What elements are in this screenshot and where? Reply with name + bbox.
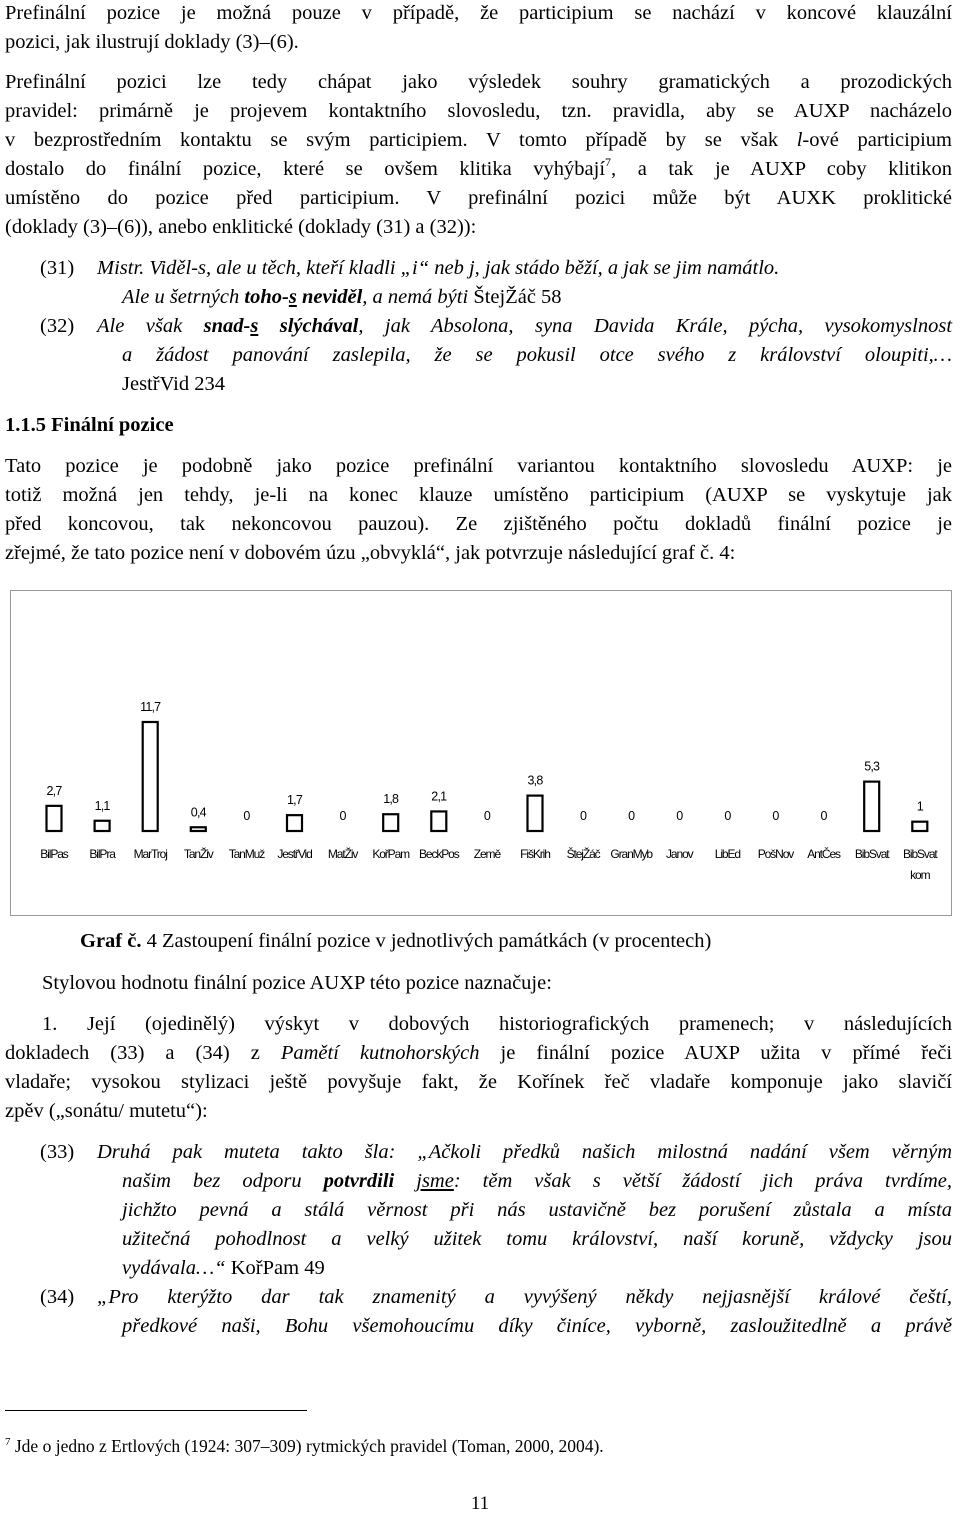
data-label: 0: [580, 809, 587, 823]
bar-JestřVid: [287, 815, 302, 831]
para1-line-3: v bezprostředním kontaktu se svým participiem. V tomto případě by se však l-ové participium: [5, 129, 952, 151]
caption-number: 4: [146, 930, 157, 952]
intro-line-1: Prefinální pozice je možná pouze v případě, že participium se nachází v koncové klauzální: [5, 2, 952, 24]
category-label: kom: [910, 868, 930, 882]
data-label: 1,7: [287, 793, 302, 808]
category-label: JestřVid: [277, 847, 312, 861]
data-label: 0: [628, 809, 635, 823]
example-number: (33): [40, 1141, 75, 1163]
para1-line-2: pravidel: primárně je projevem kontaktního slovosledu, tzn. pravidla, aby se AUXP nacházelo: [5, 100, 952, 122]
bar-BibSvat-kom: [912, 822, 927, 831]
bar-MarTroj: [143, 722, 158, 831]
example-number: (32): [40, 315, 75, 337]
para3: Stylovou hodnotu finální pozice AUXP této pozice naznačuje:: [42, 972, 552, 994]
source-ref: JestřVid 234: [122, 373, 225, 395]
category-label: GranMyb: [610, 847, 653, 861]
section-heading: 1.1.5 Finální pozice: [5, 414, 174, 436]
data-label: 0: [724, 809, 731, 823]
source-ref: KořPam 49: [230, 1257, 325, 1279]
para2-line-3: před koncovou, tak nekoncovou pauzou). Ze zjištěného počtu dokladů finální pozice je: [5, 513, 952, 535]
data-label: 0: [820, 809, 827, 823]
footnote-ref[interactable]: 7: [605, 155, 612, 169]
para1-line-5: umístěno do pozice před participium. V prefinální pozici může být AUXK proklitické: [5, 187, 952, 209]
chart-frame: [10, 590, 952, 916]
bar-BeckPos: [431, 811, 446, 831]
data-label: 0: [243, 809, 250, 823]
footnote-number: 7: [5, 1436, 11, 1448]
example-31-line-1: Mistr. Viděl-s, ale u těch, kteří kladli „i“ neb j, jak stádo běží, a jak se jim namátlo.: [97, 257, 780, 279]
data-label: 0,4: [190, 805, 206, 820]
example-number: (31): [40, 257, 75, 279]
category-label: AntČes: [807, 847, 840, 861]
category-label: TanMuž: [228, 847, 265, 861]
para2-line-1: Tato pozice je podobně jako pozice prefinální variantou kontaktního slovosledu AUXP: je: [5, 455, 952, 477]
para1-line-1: Prefinální pozici lze tedy chápat jako výsledek souhry gramatických a prozodických: [5, 71, 952, 93]
data-label: 1,1: [94, 798, 110, 813]
para1-line-3-text: v bezprostředním kontaktu se svým participiem.: [5, 129, 468, 151]
bar-FišKrih: [528, 796, 543, 831]
bar-KořPam: [383, 814, 398, 831]
category-label: BilPas: [40, 847, 68, 861]
category-label: BeckPos: [418, 847, 459, 861]
para2-line-4: zřejmé, že tato pozice není v dobovém úzu „obvyklá“, jak potvrzuje následující graf č. 4:: [5, 542, 736, 564]
para4-line-1: 1. Její (ojedinělý) výskyt v dobových historiografických pramenech; v následujících: [42, 1013, 952, 1035]
data-label: 11,7: [140, 700, 161, 714]
category-label: PošNov: [757, 847, 794, 861]
category-label: MarTroj: [133, 847, 167, 861]
data-label: 1: [916, 799, 923, 814]
category-label: KořPam: [372, 847, 410, 861]
example-number: (34): [40, 1286, 75, 1308]
figure-caption: [80, 930, 711, 953]
para4-line-4: zpěv („sonátu/ mutetu“):: [5, 1100, 208, 1122]
category-label: BilPra: [89, 847, 115, 861]
data-label: 0: [339, 809, 346, 823]
data-label: 2,1: [431, 789, 447, 804]
para1-line-6: (doklady (3)–(6)), anebo enklitické (doklady (31) a (32)):: [5, 216, 477, 238]
para1-line-4: dostalo do finální pozice, které se ovšem klitika vyhýbají$^7$, a tak je AUXP coby klitikon: [5, 155, 952, 180]
footnote-text: Jde o jedno z Ertlových (1924: 307–309) rytmických pravidel (Toman, 2000, 2004).: [14, 1436, 604, 1456]
bar-TanŽiv: [191, 827, 206, 831]
bar-BibSvat: [864, 782, 879, 831]
page-number: 11: [470, 1493, 490, 1514]
caption-label: Graf č.: [80, 930, 142, 952]
data-label: 0: [772, 809, 779, 823]
category-label: Janov: [666, 847, 693, 861]
intro-line-2: pozici, jak ilustrují doklady (3)–(6).: [5, 31, 299, 53]
data-label: 0: [483, 809, 490, 823]
para4-line-2: dokladech (33) a (34) z Pamětí kutnohorských je finální pozice AUXP užita v přímé řeči: [5, 1042, 953, 1064]
data-label: 0: [676, 809, 683, 823]
para4-line-3: vladaře; vysokou stylizaci ještě povyšuje fakt, že Kořínek řeč vladaře komponuje jako slavičí: [5, 1071, 952, 1093]
bar-chart: [11, 591, 951, 915]
caption-text: Zastoupení finální pozice v jednotlivých památkách (v procentech): [161, 930, 712, 952]
data-label: 2,7: [46, 783, 62, 798]
bar-BilPra: [95, 821, 110, 831]
category-label: BibSvat: [902, 847, 937, 861]
data-label: 3,8: [527, 773, 543, 788]
category-label: Země: [473, 847, 501, 861]
data-label: 1,8: [383, 792, 399, 807]
category-label: LibEd: [714, 847, 741, 861]
category-label: MatŽiv: [327, 847, 358, 861]
footnote-separator: [5, 1410, 307, 1411]
data-label: 5,3: [864, 759, 880, 774]
para2-line-2: totiž možná jen tehdy, je-li na konec klauze umístěno participium (AUXP se vyskytuje jak: [5, 484, 952, 506]
category-label: FišKrih: [520, 847, 550, 861]
source-ref: ŠtejŽáč 58: [473, 286, 562, 308]
category-label: BibSvat: [854, 847, 889, 861]
category-label: ŠtejŽáč: [566, 847, 600, 861]
footnote: [5, 1436, 604, 1457]
bar-BilPas: [47, 806, 62, 831]
category-label: TanŽiv: [183, 847, 213, 861]
